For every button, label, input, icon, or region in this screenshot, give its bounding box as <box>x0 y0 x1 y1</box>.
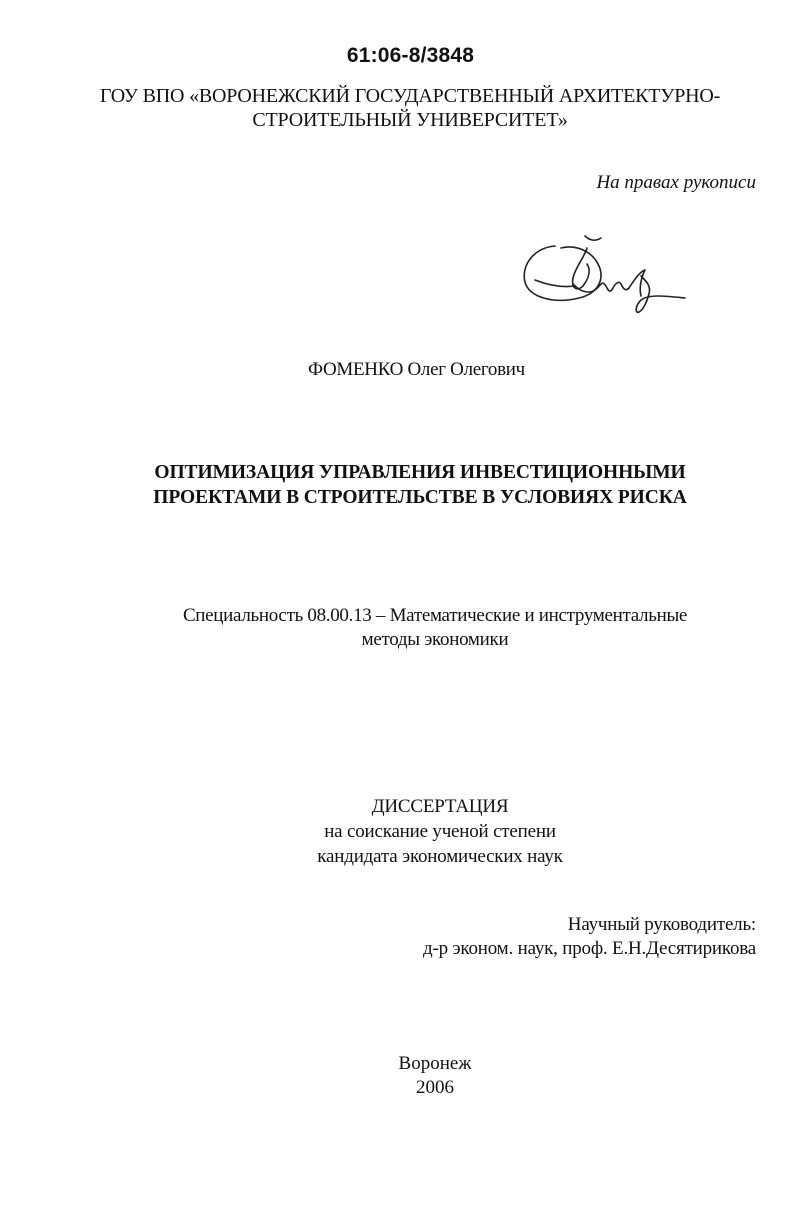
title-line-2: ПРОЕКТАМИ В СТРОИТЕЛЬСТВЕ В УСЛОВИЯХ РИСКА <box>153 487 687 508</box>
institution-line-1: ГОУ ВПО «ВОРОНЕЖСКИЙ ГОСУДАРСТВЕННЫЙ АРХИТЕКТУРНО- <box>99 85 721 107</box>
document-type: ДИССЕРТАЦИЯ <box>371 796 509 817</box>
specialty-line-2: методы экономики <box>361 629 509 650</box>
city: Воронеж <box>398 1053 472 1074</box>
dissertation-title <box>100 460 740 510</box>
degree-block <box>240 794 640 869</box>
author-name: ФОМЕНКО Олег Олегович <box>308 359 525 380</box>
institution-line-2: СТРОИТЕЛЬНЫЙ УНИВЕРСИТЕТ» <box>252 109 568 131</box>
title-line-1: ОПТИМИЗАЦИЯ УПРАВЛЕНИЯ ИНВЕСТИЦИОННЫМИ <box>154 462 686 483</box>
manuscript-note: На правах рукописи <box>596 172 756 193</box>
specialty <box>130 604 740 652</box>
degree-line-2: на соискание ученой степени <box>324 821 556 842</box>
signature-icon <box>515 226 695 326</box>
supervisor-block <box>423 913 756 961</box>
institution-name <box>60 84 760 132</box>
degree-line-3: кандидата экономических наук <box>317 846 563 867</box>
place-year <box>320 1052 550 1100</box>
specialty-line-1: Специальность 08.00.13 – Математические и инструментальные <box>182 605 688 626</box>
supervisor-name: д-р эконом. наук, проф. Е.Н.Десятирикова <box>423 938 756 959</box>
supervisor-label: Научный руководитель: <box>567 914 756 935</box>
year: 2006 <box>416 1077 454 1098</box>
archive-code: 61:06-8/3848 <box>346 44 475 67</box>
